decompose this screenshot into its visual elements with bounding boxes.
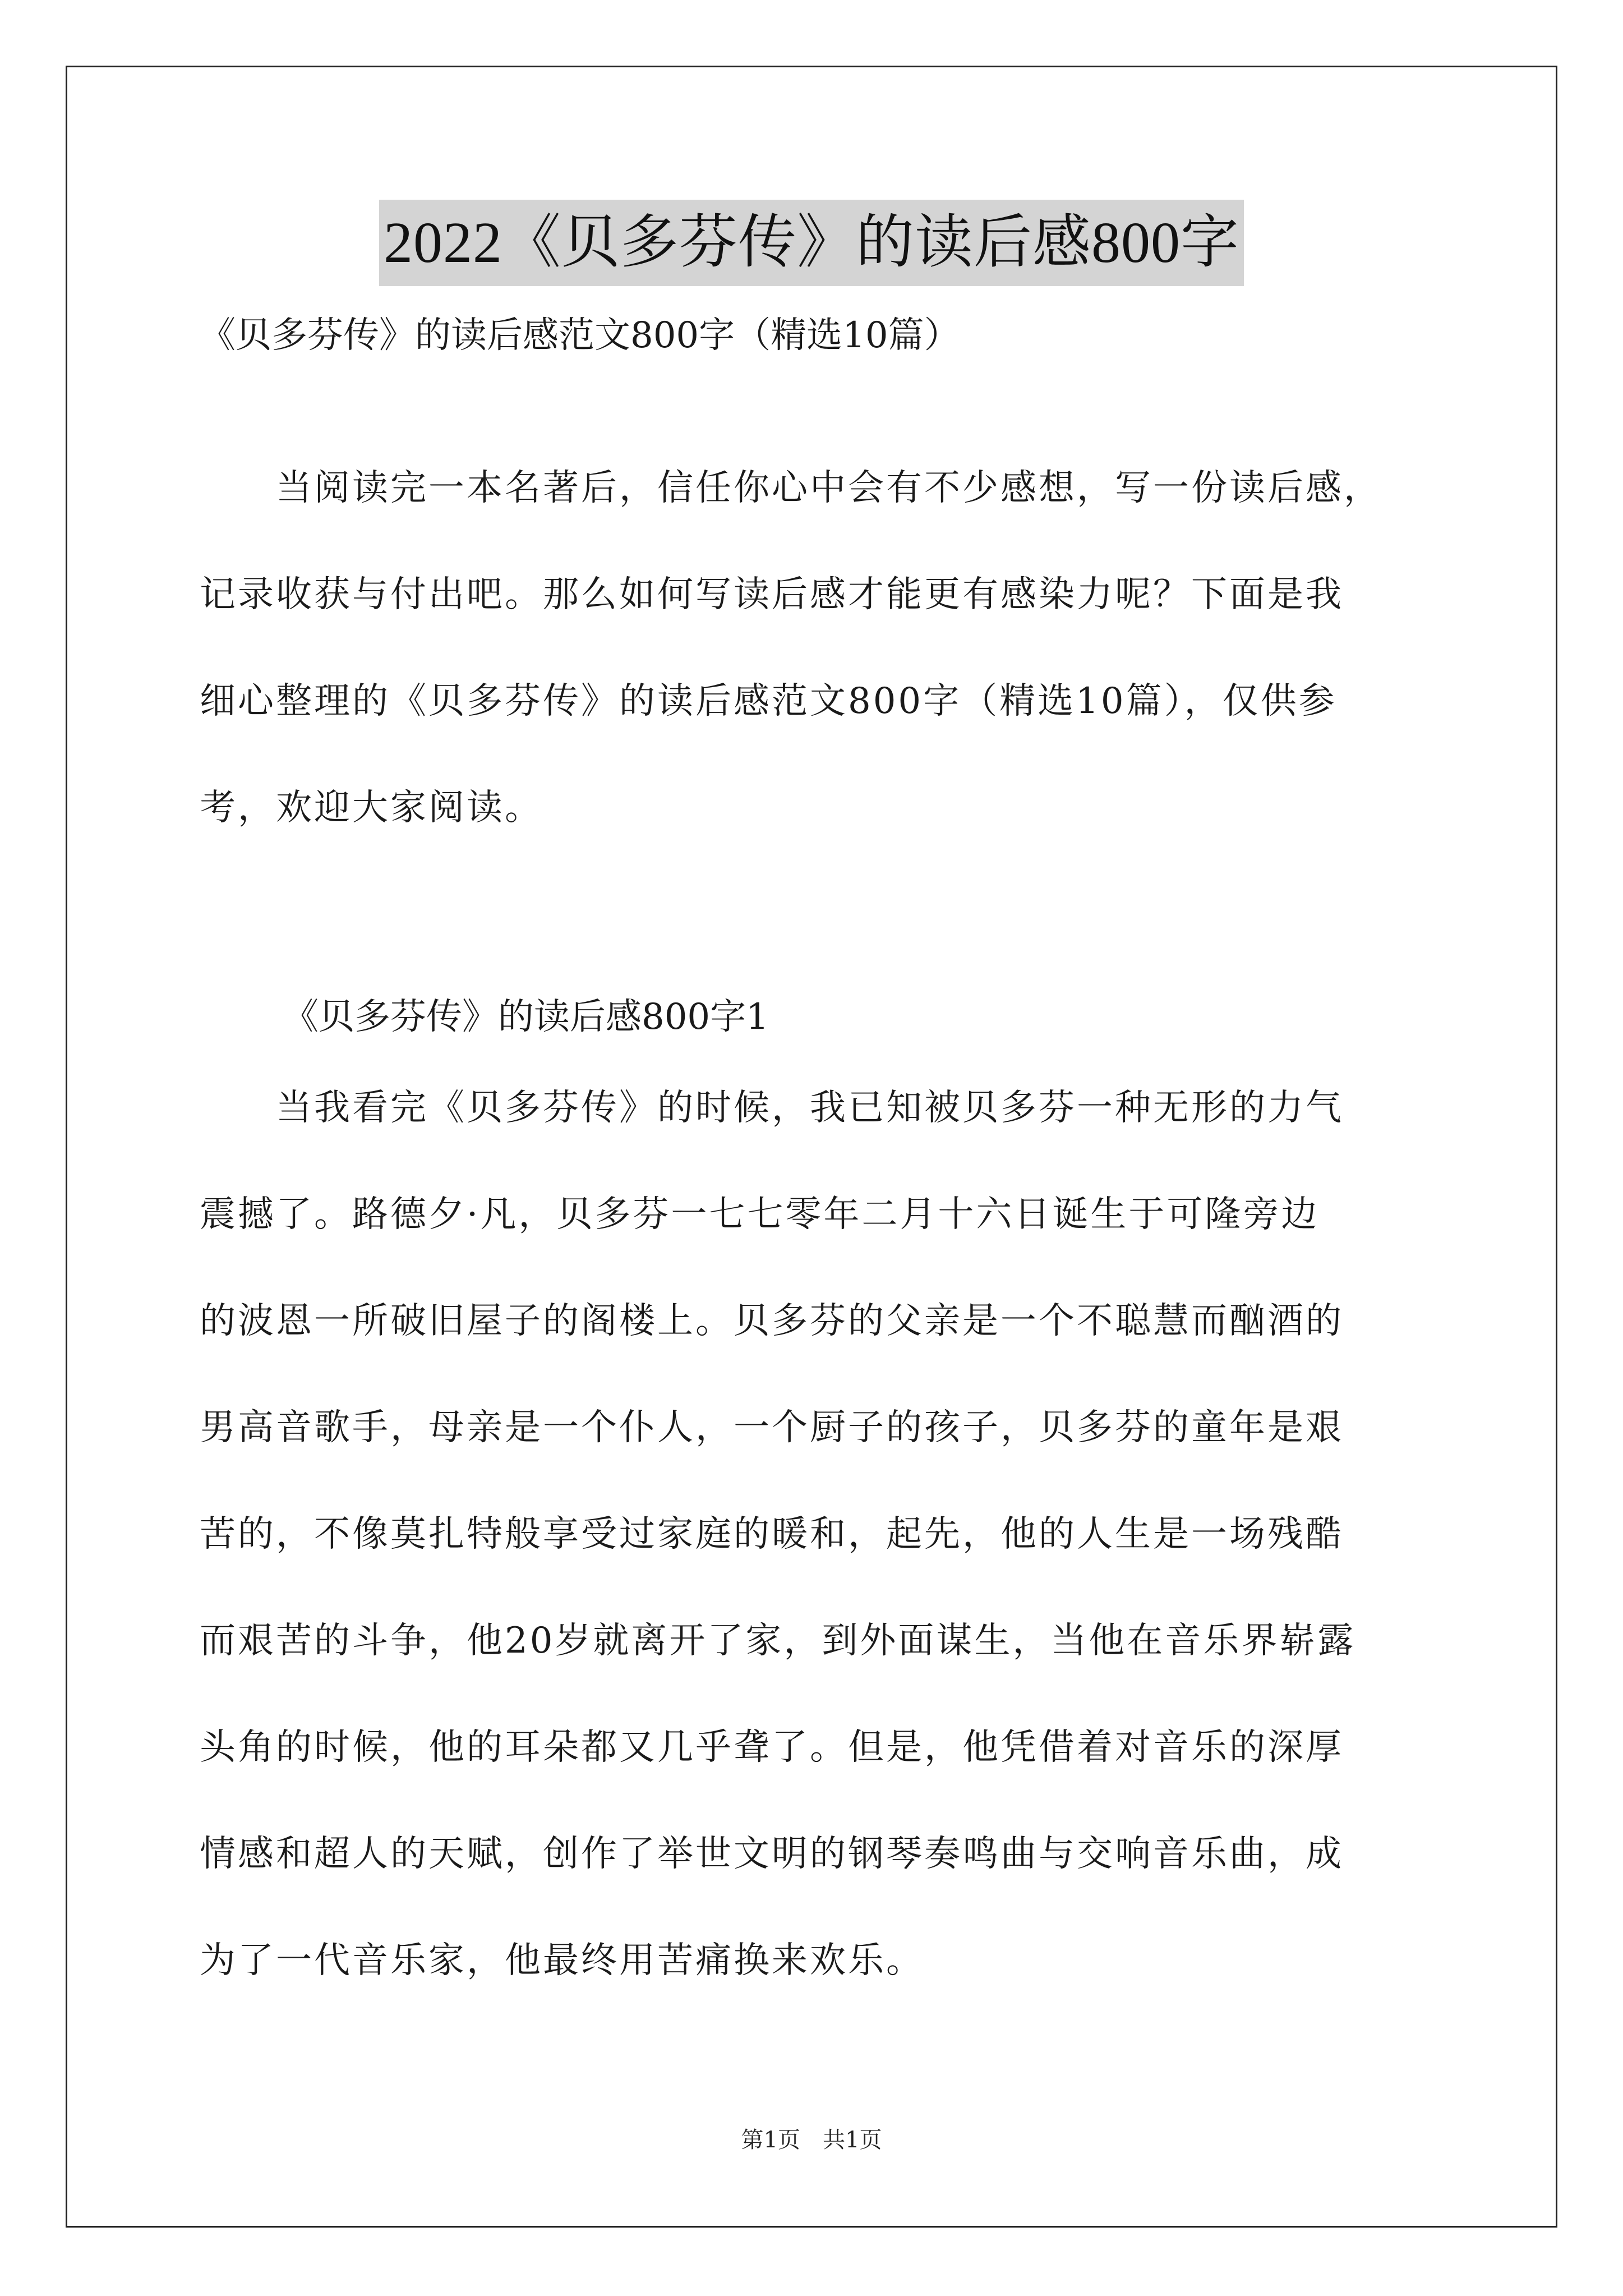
page-footer	[0, 2123, 1623, 2157]
intro-paragraph	[200, 435, 1433, 861]
section-heading: 《贝多芬传》的读后感800字1	[283, 996, 769, 1038]
body-line: 为了一代音乐家，他最终用苦痛换来欢乐。	[200, 1940, 924, 1981]
body-line: 头角的时候，他的耳朵都又几乎聋了。但是，他凭借着对音乐的深厚	[200, 1727, 1344, 1768]
body-line: 男高音歌手，母亲是一个仆人，一个厨子的孩子，贝多芬的童年是艰	[200, 1407, 1344, 1448]
document-subtitle: 《贝多芬传》的读后感范文800字（精选10篇）	[200, 315, 960, 356]
page-number: 第1页 共1页	[741, 2127, 882, 2153]
title-container	[0, 200, 1623, 286]
body-line: 苦的，不像莫扎特般享受过家庭的暖和，起先，他的人生是一场残酷	[200, 1513, 1344, 1555]
body-line: 而艰苦的斗争，他20岁就离开了家，到外面谋生，当他在音乐界崭露	[200, 1620, 1356, 1662]
intro-line: 当阅读完一本名著后，信任你心中会有不少感想，写一份读后感，	[200, 467, 1382, 509]
body-line: 当我看完《贝多芬传》的时候，我已知被贝多芬一种无形的力气	[200, 1087, 1344, 1129]
intro-line: 细心整理的《贝多芬传》的读后感范文800字（精选10篇），仅供参	[200, 680, 1337, 722]
body-line: 的波恩一所破旧屋子的阁楼上。贝多芬的父亲是一个不聪慧而酗酒的	[200, 1300, 1344, 1342]
body-line: 震撼了。路德夕·凡，贝多芬一七七零年二月十六日诞生于可隆旁边	[200, 1194, 1320, 1235]
body-line: 情感和超人的天赋，创作了举世文明的钢琴奏鸣曲与交响音乐曲，成	[200, 1833, 1344, 1875]
body-paragraph	[200, 1055, 1433, 2014]
intro-line: 记录收获与付出吧。那么如何写读后感才能更有感染力呢？下面是我	[200, 574, 1344, 615]
document-title: 2022《贝多芬传》的读后感800字	[379, 200, 1244, 286]
intro-line: 考，欢迎大家阅读。	[200, 787, 543, 829]
